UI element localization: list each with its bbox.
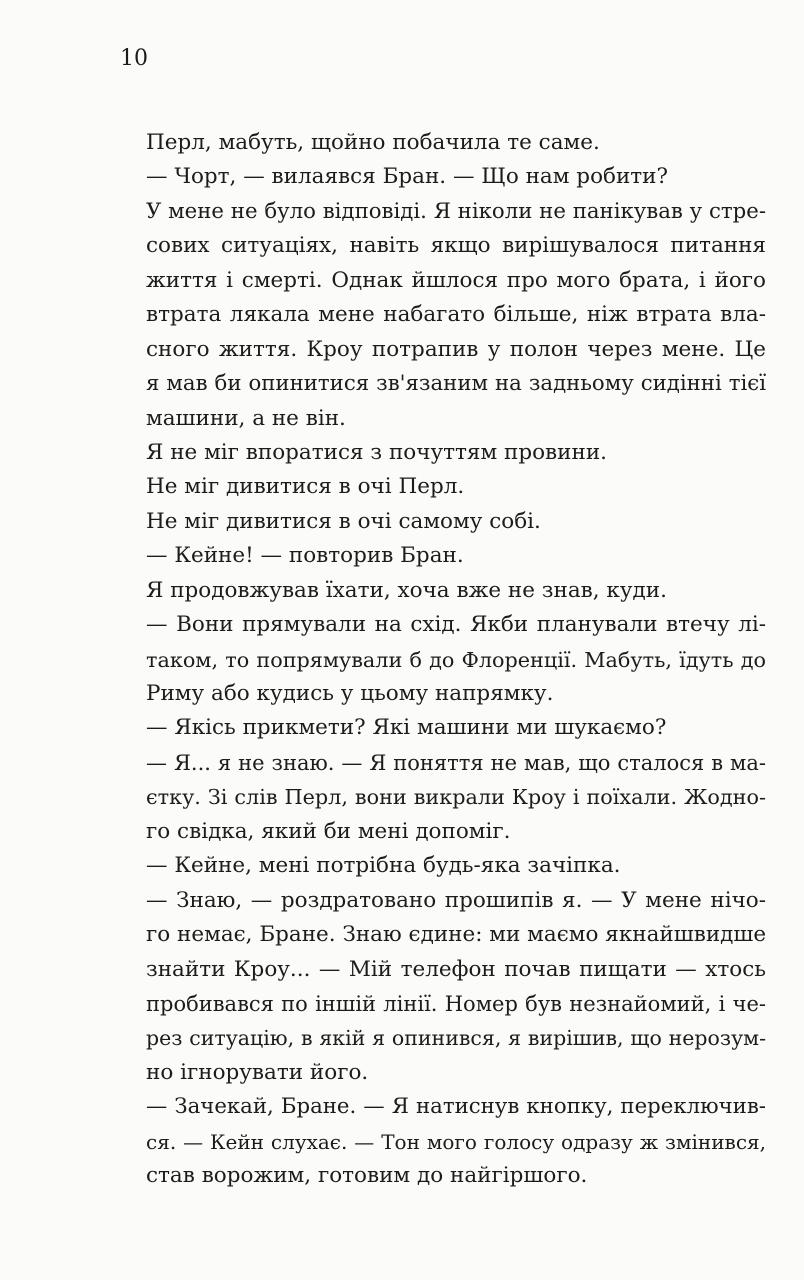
text-line: — Зачекай, Бране. — Я натиснув кнопку, переключив- [146, 1094, 766, 1120]
text-line: рез ситуацію, в якій я опинився, я вирішив, що нерозум- [146, 1026, 766, 1051]
text-line: пробивався по іншій лінії. Номер був незнайомий, і че- [146, 991, 766, 1016]
text-line: Риму або кудись у цьому напрямку. [146, 681, 554, 706]
text-line: — Кейне! — повторив Бран. [146, 543, 464, 569]
text-line: втрата лякала мене набагато більше, ніж втрата вла- [146, 302, 766, 328]
text-line: — Чорт, — вилаявся Бран. — Що нам робити? [146, 164, 669, 190]
text-line: став ворожим, готовим до найгіршого. [146, 1163, 588, 1189]
text-line: я мав би опинитися зв'язаним на задньому сидінні тієї [146, 371, 766, 397]
text-line: життя і смерті. Однак йшлося про мого брата, і його [146, 267, 766, 293]
text-line: Не міг дивитися в очі самому собі. [146, 508, 541, 534]
text-line: го немає, Бране. Знаю єдине: ми маємо якнайшвидше [146, 922, 767, 948]
text-line: машини, а не він. [146, 405, 346, 431]
text-block [146, 126, 766, 1194]
text-line: — Я... я не знаю. — Я поняття не мав, що сталося в ма- [146, 750, 766, 775]
text-line: — Вони прямували на схід. Якби планували втечу лі- [146, 612, 766, 638]
text-line: ся. — Кейн слухає. — Тон мого голосу одразу ж змінився, [146, 1129, 766, 1154]
text-line: — Знаю, — роздратовано прошипів я. — У мене нічо- [146, 887, 766, 913]
text-line: єтку. Зі слів Перл, вони викрали Кроу і поїхали. Жодно- [146, 785, 766, 810]
text-line: сових ситуаціях, навіть якщо вирішувалося питання [146, 233, 766, 259]
text-line: сного життя. Кроу потрапив у полон через мене. Це [146, 336, 766, 362]
page-number: 10 [120, 46, 148, 71]
text-line: Я не міг впоратися з почуттям провини. [146, 439, 607, 465]
text-line: Не міг дивитися в очі Перл. [146, 474, 465, 500]
text-line: Перл, мабуть, щойно побачила те саме. [146, 130, 600, 155]
text-line: таком, то попрямували б до Флоренції. Мабуть, їдуть до [146, 647, 766, 672]
text-line: но ігнорувати його. [146, 1059, 369, 1085]
text-line: — Кейне, мені потрібна будь-яка зачіпка. [146, 853, 621, 879]
text-line: Я продовжував їхати, хоча вже не знав, куди. [146, 577, 667, 603]
text-line: У мене не було відповіді. Я ніколи не панікував у стре- [146, 198, 766, 224]
text-line: знайти Кроу... — Мій телефон почав пищати — хтось [146, 956, 766, 982]
text-line: го свідка, який би мені допоміг. [146, 818, 511, 844]
text-line: — Якісь прикмети? Які машини ми шукаємо? [146, 715, 667, 741]
